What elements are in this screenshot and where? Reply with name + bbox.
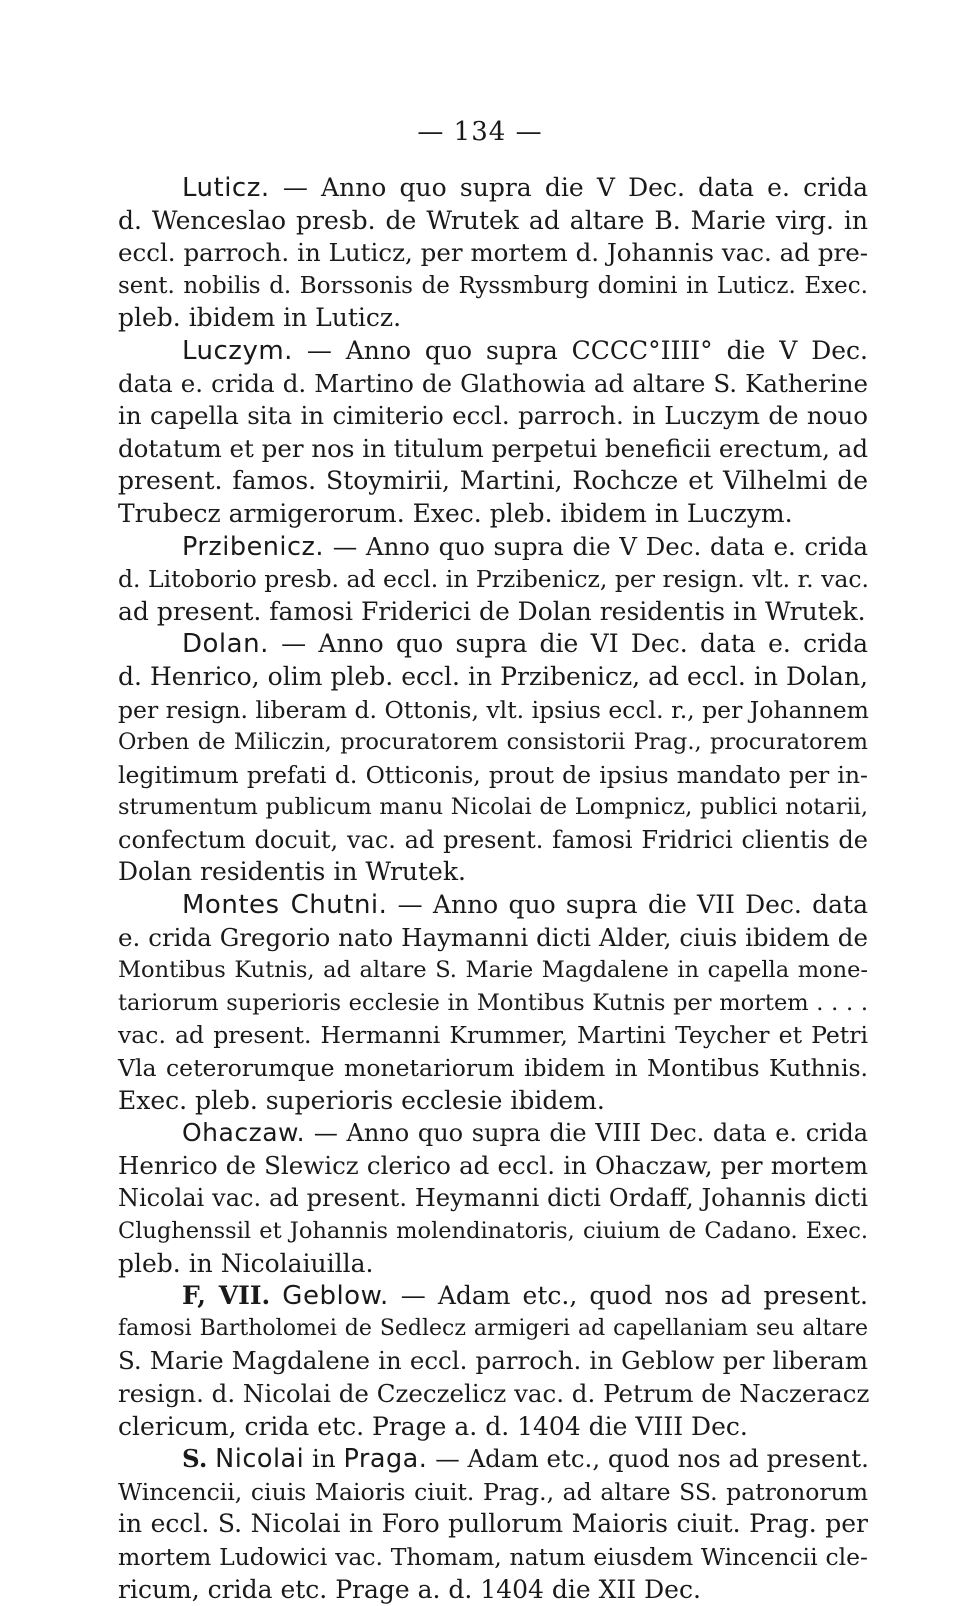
entry-montes-chutni [118, 889, 868, 1117]
entry-line: mortem Ludowici vac. Thomam, natum eiusdem Wincencii cle- [118, 1542, 868, 1571]
entry-line: Wincencii, ciuis Maioris ciuit. Prag., ad altare SS. patronorum [118, 1477, 868, 1506]
entry-line: Clughenssil et Johannis molendinatoris, ciuium de Cadano. Exec. [118, 1218, 868, 1244]
entry-line: Vla ceterorumque monetariorum ibidem in Montibus Kuthnis. [118, 1054, 868, 1083]
entry-headword: Ohaczaw. [182, 1118, 306, 1148]
entry-headword: Przibenicz. [182, 531, 325, 562]
entry-line: in capella sita in cimiterio eccl. parroch. in Luczym de nouo [118, 401, 868, 431]
entry-line: e. crida Gregorio nato Haymanni dicti Alder, ciuis ibidem de [118, 922, 868, 952]
entry-line: tariorum superioris ecclesie in Montibus Kutnis per mortem . . . . [118, 989, 868, 1016]
entry-dolan [118, 628, 868, 889]
entry-line: d. Henrico, olim pleb. eccl. in Przibenicz, ad eccl. in Dolan, [118, 661, 868, 691]
entry-text: — Adam etc., quod nos ad present. [427, 1444, 869, 1474]
entry-line: Nicolai vac. ad present. Heymanni dicti Ordaff, Johannis dicti [118, 1184, 868, 1213]
entry-line: data e. crida d. Martino de Glathowia ad altare S. Katherine [118, 368, 868, 398]
entry-line [118, 335, 868, 368]
entry-prefix: S. [182, 1444, 208, 1474]
entry-line: clericum, crida etc. Prage a. d. 1404 die VIII Dec. [118, 1411, 748, 1441]
entry-line: Trubecz armigerorum. Exec. pleb. ibidem in Luczym. [118, 498, 793, 528]
entry-text: — Anno quo supra die V Dec. data e. crida [324, 531, 868, 561]
entry-text: — Anno quo supra die VI Dec. data e. crida [268, 629, 868, 659]
entry-line [118, 1280, 868, 1313]
entry-line [118, 1117, 868, 1150]
entry-line: legitimum prefati d. Otticonis, prout de ipsius mandato per in- [118, 760, 868, 789]
entry-line: resign. d. Nicolai de Czeczelicz vac. d. Petrum de Naczeracz [118, 1378, 870, 1408]
entry-s-nicolai-praga [118, 1443, 868, 1606]
entry-line: present. famos. Stoymirii, Martini, Rochcze et Vilhelmi de [118, 466, 868, 496]
entry-headword: Luticz. [182, 173, 270, 203]
entry-headword: Geblow. [282, 1281, 389, 1312]
entry-line: confectum docuit, vac. ad present. famosi Fridrici clientis de [118, 825, 868, 854]
entry-line: Orben de Miliczin, procuratorem consistorii Prag., procuratorem [118, 729, 868, 756]
entry-headword: Praga. [343, 1444, 428, 1475]
entry-luticz [118, 172, 868, 335]
entry-text: in [304, 1444, 344, 1474]
entry-line: per resign. liberam d. Ottonis, vlt. ipsius eccl. r., per Johannem [118, 695, 869, 724]
page-number: — 134 — [417, 117, 543, 147]
entry-headword: Montes Chutni. [182, 890, 388, 921]
entry-line: dotatum et per nos in titulum perpetui beneficii erectum, ad [118, 433, 869, 463]
entry-headword: Dolan. [182, 629, 269, 660]
entry-line: Exec. pleb. superioris ecclesie ibidem. [118, 1085, 605, 1115]
entry-line: d. Wenceslao presb. de Wrutek ad altare B. Marie virg. in [118, 205, 868, 235]
entry-line [118, 172, 868, 205]
entry-line: ricum, crida etc. Prage a. d. 1404 die XII Dec. [118, 1574, 701, 1604]
entry-luczym [118, 335, 868, 531]
entry-line [118, 889, 868, 922]
entry-przibenicz [118, 531, 868, 629]
entry-line: d. Litoborio presb. ad eccl. in Przibenicz, per resign. vlt. r. vac. [118, 565, 870, 594]
entry-line: pleb. in Nicolaiuilla. [118, 1248, 374, 1278]
entry-line: famosi Bartholomei de Sedlecz armigeri ad capellaniam seu altare [118, 1315, 868, 1341]
entry-headword: Luczym. [182, 335, 293, 366]
entry-text: — Anno quo supra CCCC°IIII° die V Dec. [292, 335, 868, 365]
entry-text: — Anno quo supra die V Dec. data e. crida [269, 173, 868, 202]
entry-headword: Nicolai [215, 1444, 305, 1475]
entries [118, 172, 868, 1606]
entry-line: pleb. ibidem in Luticz. [118, 303, 402, 333]
entry-line: S. Marie Magdalene in eccl. parroch. in Geblow per liberam [118, 1346, 868, 1376]
entry-line: sent. nobilis d. Borssonis de Ryssmburg domini in Luticz. Exec. [118, 272, 868, 299]
entry-line [118, 628, 868, 661]
entry-text: — Anno quo supra die VIII Dec. data e. crida [305, 1119, 868, 1148]
entry-geblow [118, 1280, 868, 1443]
entry-line [118, 531, 868, 564]
entry-line: ad present. famosi Friderici de Dolan residentis in Wrutek. [118, 596, 866, 626]
entry-line: vac. ad present. Hermanni Krummer, Martini Teycher et Petri [118, 1021, 868, 1050]
entry-ohaczaw [118, 1117, 868, 1280]
entry-line: Dolan residentis in Wrutek. [118, 857, 466, 887]
entry-line: eccl. parroch. in Luticz, per mortem d. Johannis vac. ad pre- [118, 238, 868, 268]
entry-line [118, 1443, 868, 1476]
entry-line: in eccl. S. Nicolai in Foro pullorum Maioris ciuit. Prag. per [118, 1509, 868, 1539]
entry-text: — Adam etc., quod nos ad present. [388, 1281, 868, 1311]
entry-prefix: F, VII. [182, 1281, 271, 1311]
entry-text: — Anno quo supra die VII Dec. data [387, 890, 868, 920]
entry-line: Montibus Kutnis, ad altare S. Marie Magdalene in capella mone- [118, 957, 868, 984]
entry-line: Henrico de Slewicz clerico ad eccl. in Ohaczaw, per mortem [118, 1150, 868, 1180]
entry-line: strumentum publicum manu Nicolai de Lompnicz, publici notarii, [118, 794, 868, 821]
